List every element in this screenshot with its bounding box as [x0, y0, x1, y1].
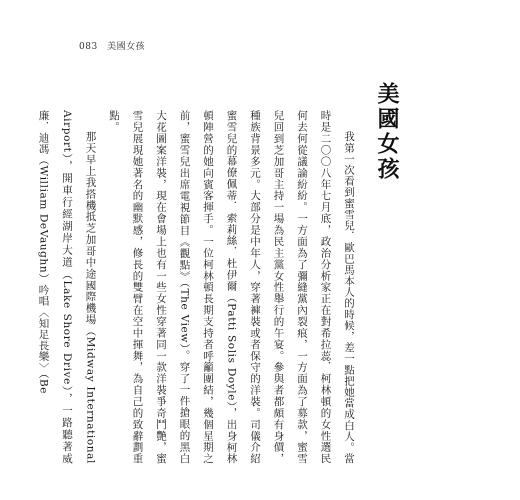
- running-book-title: 美國女孩: [107, 42, 146, 52]
- body-text: [37, 110, 360, 464]
- paragraph-2: 那天早上我搭機抵芝加哥中途國際機場（Midway International Airport），開車行經湖岸大道（Lake Shore Drive），一路聽著威廉．迪馮（William DeVaughn）吟唱〈知足長樂〉（Be: [37, 110, 97, 464]
- page-number: 083: [79, 42, 98, 52]
- paragraph-1: 我第一次看到蜜雪兒．歐巴馬本人的時候，差一點把她當成白人。當時是二〇〇八年七月底，政治分析家正在對希拉蕊．柯林頓的女性選民何去何從議論紛紛。一方面為了彌縫黨內裂痕，一方面為了募款，蜜雪兒回到芝加哥主持一場為民主黨女性舉行的午宴。參與者都頗有身價，種族背景多元。大部分是中年人，穿著褲裝或者保守的洋裝。司儀介紹蜜雪兒的幕僚佩蒂．索莉絲．杜伊爾（Patti Solis Doyle），出身柯林頓陣營的她向賓客揮手。一位柯林頓長期支持者呼籲團結，幾個星期之前，蜜雪兒出席電視節目《觀點》（The View）。穿了一件搶眼的黑白大花圖案洋裝，現在會場上也有一些女性穿著同一款洋裝爭奇鬥艷，蜜雪兒展現她著名的幽默感，修長的雙臂在空中揮舞，為自己的致辭劃重點。: [108, 110, 355, 464]
- chapter-title: 美國女孩: [374, 82, 400, 182]
- running-header: [79, 39, 145, 52]
